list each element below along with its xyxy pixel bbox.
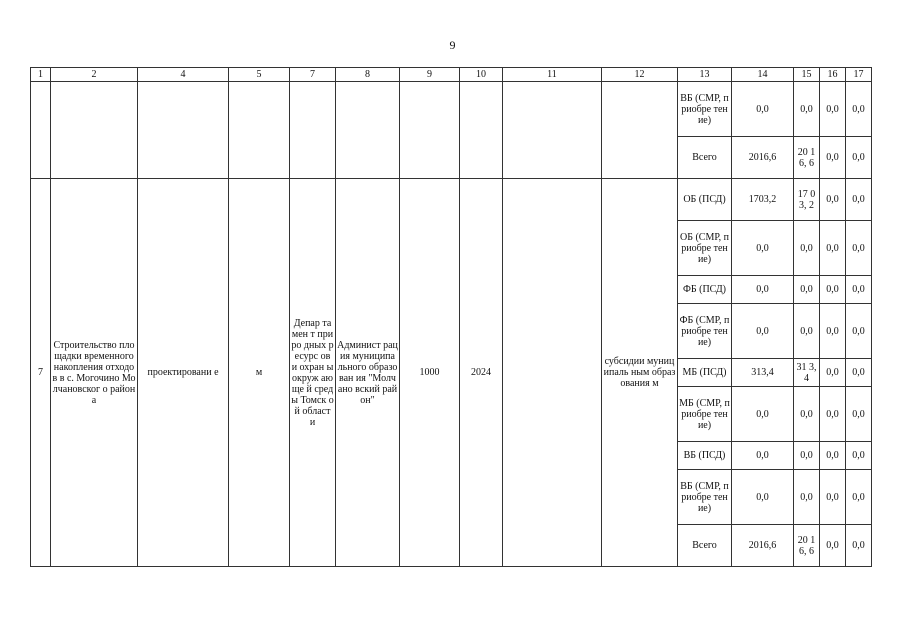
header-cell: 5 (229, 68, 290, 82)
project-name: Строительство площадки временного накопления отходов в с. Могочино Молчановског о района (51, 179, 138, 567)
continuation-cell (138, 82, 229, 179)
value-cell: 0,0 (846, 359, 872, 387)
col-11-cell (503, 179, 602, 567)
column-number-row (31, 68, 872, 82)
value-cell: 313,4 (732, 359, 794, 387)
year: 2024 (460, 179, 503, 567)
value-cell: 0,0 (794, 82, 820, 137)
value-cell: 0,0 (794, 304, 820, 359)
continuation-cell (460, 82, 503, 179)
table-row (31, 179, 872, 221)
value-cell: 0,0 (794, 221, 820, 276)
funding-source: ФБ (СМР, приобре тение) (678, 304, 732, 359)
header-cell: 11 (503, 68, 602, 82)
header-cell: 16 (820, 68, 846, 82)
value-cell: 0,0 (820, 276, 846, 304)
stage: проектировани е (138, 179, 229, 567)
funding-source: ФБ (ПСД) (678, 276, 732, 304)
value-cell: 0,0 (732, 276, 794, 304)
value-cell: 2016,6 (732, 137, 794, 179)
continuation-cell (503, 82, 602, 179)
value-cell: 2016,6 (732, 525, 794, 567)
value-cell: 0,0 (820, 82, 846, 137)
value-cell: 0,0 (794, 387, 820, 442)
continuation-cell (290, 82, 336, 179)
value-cell: 0,0 (820, 387, 846, 442)
funding-source: ОБ (ПСД) (678, 179, 732, 221)
header-cell: 15 (794, 68, 820, 82)
value-cell: 0,0 (846, 137, 872, 179)
value-cell: 0,0 (846, 525, 872, 567)
header-cell: 8 (336, 68, 400, 82)
value-cell: 0,0 (820, 359, 846, 387)
continuation-cell (400, 82, 460, 179)
funding-source: Всего (678, 137, 732, 179)
value-cell: 0,0 (846, 179, 872, 221)
funding-source: МБ (СМР, приобре тение) (678, 387, 732, 442)
value-cell: 0,0 (732, 470, 794, 525)
value-cell: 0,0 (732, 442, 794, 470)
page-number: 9 (449, 38, 456, 52)
value-cell: 0,0 (794, 276, 820, 304)
value-cell: 0,0 (846, 470, 872, 525)
value-cell: 20 16, 6 (794, 525, 820, 567)
value-cell: 0,0 (846, 276, 872, 304)
value-cell: 0,0 (732, 221, 794, 276)
value-cell: 0,0 (732, 82, 794, 137)
header-cell: 17 (846, 68, 872, 82)
value-cell: 17 03, 2 (794, 179, 820, 221)
continuation-cell (51, 82, 138, 179)
funding-source: ВБ (СМР, приобре тение) (678, 470, 732, 525)
value-cell: 0,0 (732, 387, 794, 442)
value-cell: 1703,2 (732, 179, 794, 221)
funding-source: ОБ (СМР, приобре тение) (678, 221, 732, 276)
value-cell: 0,0 (846, 387, 872, 442)
header-cell: 2 (51, 68, 138, 82)
continuation-cell (336, 82, 400, 179)
value-cell: 0,0 (794, 442, 820, 470)
header-cell: 12 (602, 68, 678, 82)
value-cell: 31 3,4 (794, 359, 820, 387)
value-cell: 0,0 (820, 525, 846, 567)
value-cell: 0,0 (846, 304, 872, 359)
value-cell: 0,0 (846, 221, 872, 276)
table-row (31, 82, 872, 137)
funding-source: ВБ (СМР, приобре тение) (678, 82, 732, 137)
value-cell: 0,0 (820, 179, 846, 221)
header-cell: 7 (290, 68, 336, 82)
header-cell: 10 (460, 68, 503, 82)
program-table (30, 67, 872, 567)
value-cell: 0,0 (846, 82, 872, 137)
continuation-cell (602, 82, 678, 179)
funding-source: ВБ (ПСД) (678, 442, 732, 470)
continuation-cell (229, 82, 290, 179)
value-cell: 20 16, 6 (794, 137, 820, 179)
capacity: 1000 (400, 179, 460, 567)
value-cell: 0,0 (820, 304, 846, 359)
responsible-department: Депар тамен т приро дных ресурс ов и охран ы окруж ающе й среды Томск ой област и (290, 179, 336, 567)
header-cell: 13 (678, 68, 732, 82)
value-cell: 0,0 (794, 470, 820, 525)
value-cell: 0,0 (820, 470, 846, 525)
value-cell: 0,0 (732, 304, 794, 359)
item-number: 7 (31, 179, 51, 567)
funding-source: Всего (678, 525, 732, 567)
header-cell: 14 (732, 68, 794, 82)
header-cell: 1 (31, 68, 51, 82)
continuation-cell (31, 82, 51, 179)
funding-form: субсидии муниципаль ным образования м (602, 179, 678, 567)
value-cell: 0,0 (846, 442, 872, 470)
executor: Админист рация муниципа льного образован ия "Молчано вский район" (336, 179, 400, 567)
value-cell: 0,0 (820, 221, 846, 276)
unit: м (229, 179, 290, 567)
header-cell: 9 (400, 68, 460, 82)
funding-source: МБ (ПСД) (678, 359, 732, 387)
value-cell: 0,0 (820, 137, 846, 179)
header-cell: 4 (138, 68, 229, 82)
value-cell: 0,0 (820, 442, 846, 470)
